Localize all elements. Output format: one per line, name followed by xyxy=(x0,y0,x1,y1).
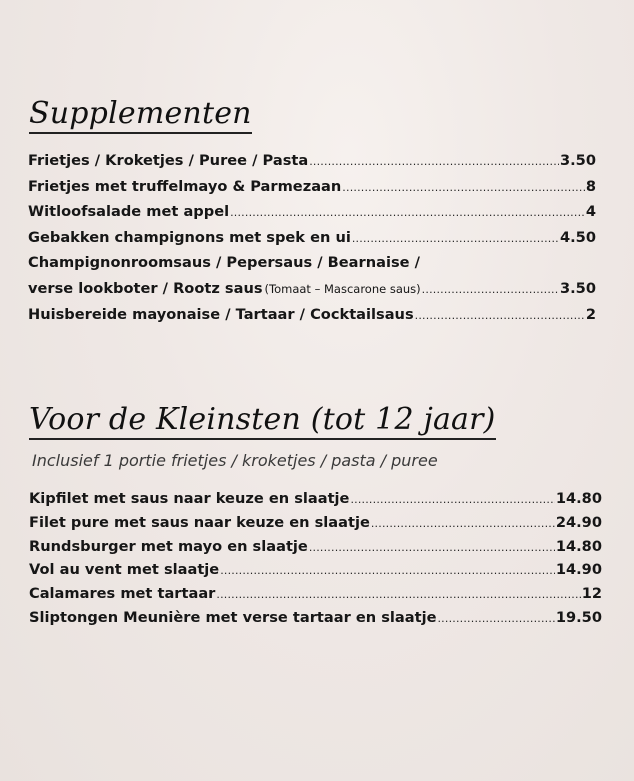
leader-dots xyxy=(437,612,554,625)
menu-item-name: Champignonroomsaus / Pepersaus / Bearnaise / xyxy=(28,254,420,272)
menu-item xyxy=(29,585,602,609)
leader-dots xyxy=(342,181,585,194)
menu-item-name: Witloofsalade met appel xyxy=(28,203,230,221)
kids-title: Voor de Kleinsten (tot 12 jaar) xyxy=(29,402,496,437)
menu-item-name: Frietjes met truffelmayo & Parmezaan xyxy=(28,177,342,195)
supplements-section xyxy=(0,96,634,331)
menu-item-price: 8 xyxy=(585,177,596,195)
menu-item-price: 14.80 xyxy=(555,537,602,555)
leader-dots xyxy=(371,517,555,530)
menu-item-price: 3.50 xyxy=(559,279,596,297)
menu-item xyxy=(28,178,596,204)
leader-dots xyxy=(415,309,585,322)
menu-item-price: 24.90 xyxy=(555,513,602,531)
supplements-title: Supplementen xyxy=(29,96,252,131)
leader-dots xyxy=(220,564,555,577)
leader-dots xyxy=(422,283,559,296)
kids-section xyxy=(0,402,634,633)
menu-item xyxy=(28,229,596,255)
menu-item-name: Frietjes / Kroketjes / Puree / Pasta xyxy=(28,152,309,169)
menu-item xyxy=(28,152,596,178)
menu-item-price: 14.80 xyxy=(555,490,602,507)
menu-item-name: Rundsburger met mayo en slaatje xyxy=(29,537,308,555)
kids-subtitle: Inclusief 1 portie frietjes / kroketjes / pasta / puree xyxy=(32,451,438,470)
menu-item-name: Kipfilet met saus naar keuze en slaatje xyxy=(29,490,350,507)
leader-dots xyxy=(230,206,585,219)
menu-item-price: 4 xyxy=(585,203,596,221)
menu-item-name: Gebakken champignons met spek en ui xyxy=(28,228,351,246)
menu-item-price: 12 xyxy=(581,585,602,603)
menu-item xyxy=(29,514,602,538)
leader-dots xyxy=(309,155,559,168)
menu-item xyxy=(28,280,596,306)
leader-dots xyxy=(350,493,554,506)
menu-item-price: 4.50 xyxy=(559,228,596,246)
menu-item-price: 14.90 xyxy=(555,561,602,579)
menu-item-price: 19.50 xyxy=(555,608,602,626)
kids-list xyxy=(0,490,634,633)
menu-item xyxy=(29,561,602,585)
leader-dots xyxy=(352,232,559,245)
leader-dots xyxy=(216,588,580,601)
menu-item-name: Filet pure met saus naar keuze en slaatje xyxy=(29,513,370,531)
menu-item xyxy=(28,203,596,229)
menu-item-price: 2 xyxy=(585,305,596,323)
menu-item-name: Sliptongen Meunière met verse tartaar en slaatje xyxy=(29,608,437,626)
menu-item xyxy=(29,609,602,633)
menu-item-name: Vol au vent met slaatje xyxy=(29,561,220,579)
menu-item-price: 3.50 xyxy=(559,152,596,169)
menu-item-name: Calamares met tartaar xyxy=(29,585,216,603)
menu-item-name: verse lookboter / Rootz saus xyxy=(28,279,263,297)
menu-item-note: (Tomaat – Mascarone saus) xyxy=(264,281,421,296)
menu-item-name: Huisbereide mayonaise / Tartaar / Cocktailsaus xyxy=(28,305,414,323)
menu-item xyxy=(28,306,596,332)
menu-item xyxy=(29,490,602,514)
menu-item-line xyxy=(28,254,596,280)
menu-item xyxy=(29,538,602,562)
supplements-list xyxy=(0,152,634,331)
leader-dots xyxy=(309,541,555,554)
